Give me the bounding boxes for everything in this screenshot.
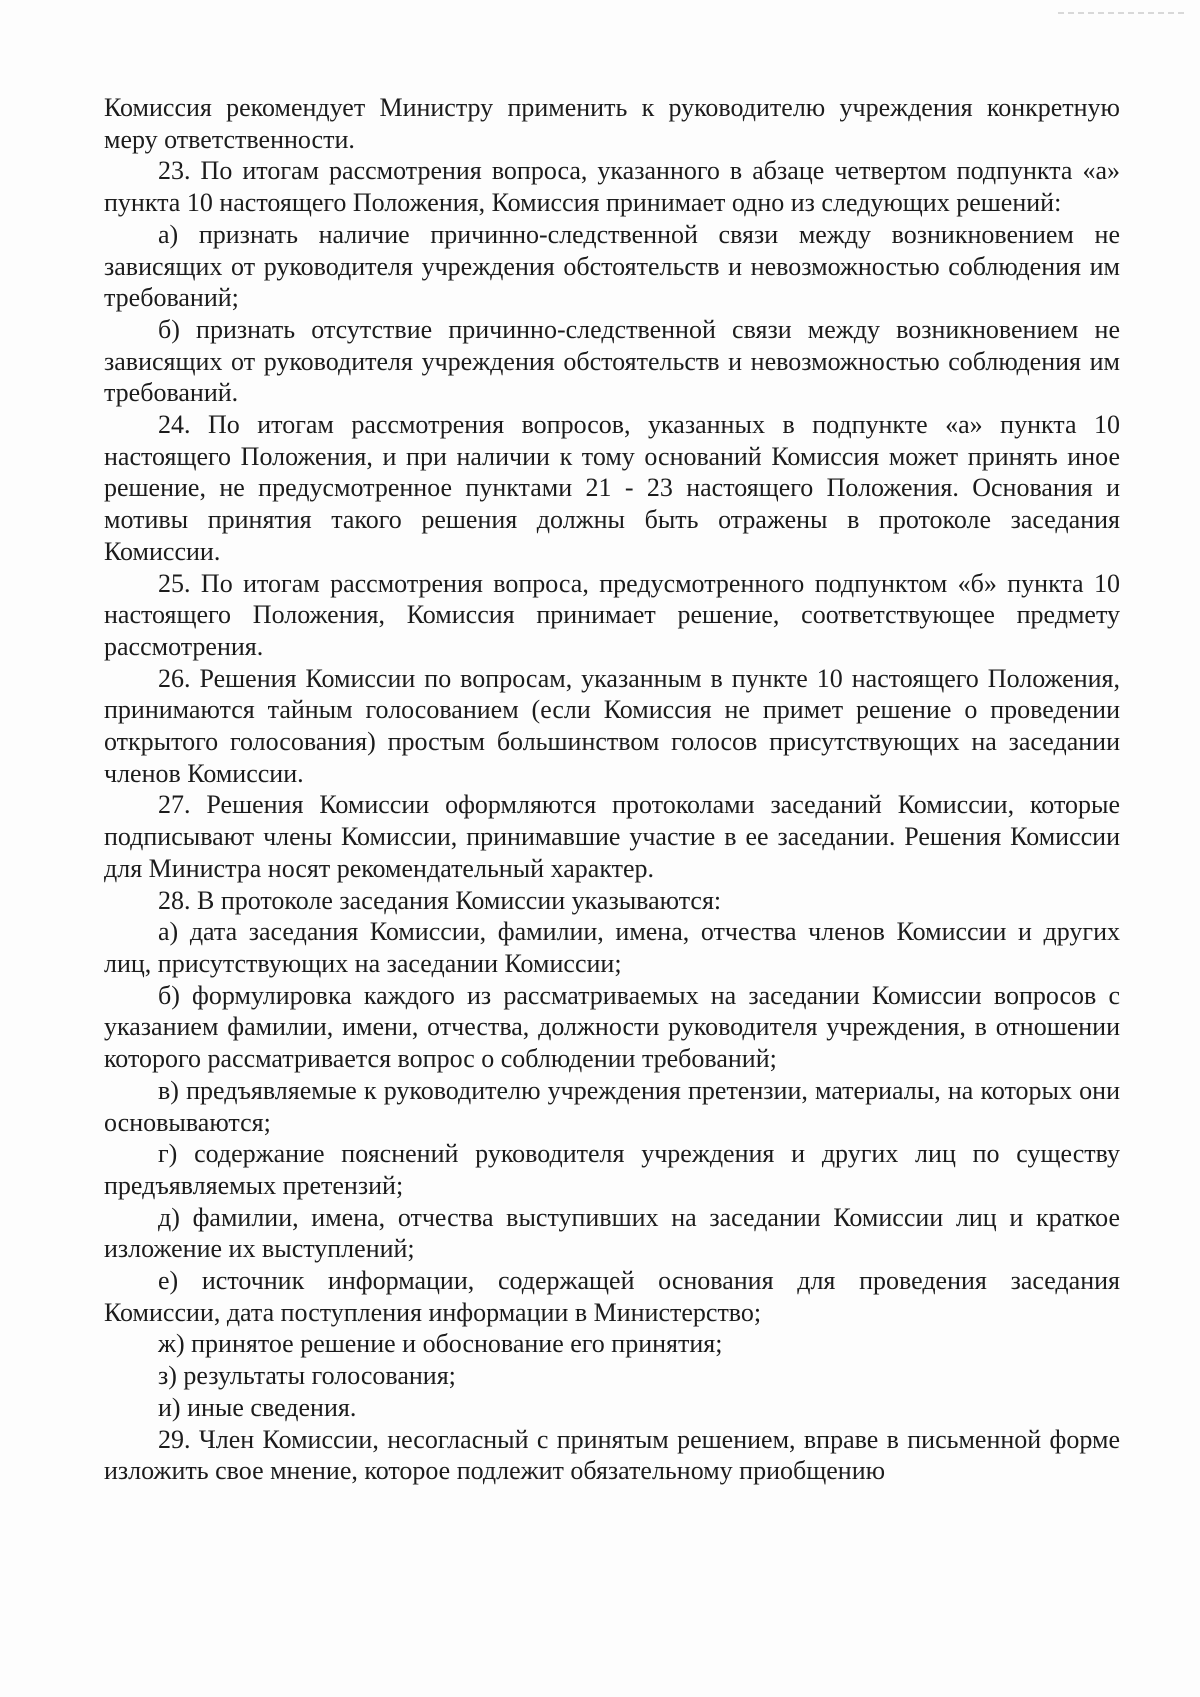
paragraph-28-e: е) источник информации, содержащей основания для проведения заседания Комиссии, дата поступления информации в Министерство;	[104, 1266, 1120, 1327]
paragraph-intro: Комиссия рекомендует Министру применить к руководителю учреждения конкретную меру ответственности.	[104, 93, 1120, 154]
paragraph-28-z: з) результаты голосования;	[158, 1361, 456, 1391]
paragraph-28-zh: ж) принятое решение и обоснование его принятия;	[158, 1329, 723, 1359]
paragraph-28-b: б) формулировка каждого из рассматриваемых на заседании Комиссии вопросов с указанием фамилии, имени, отчества, должности руководителя учреждения, в отношении которого рассматривается вопрос о соблюдении требований;	[104, 980, 1120, 1074]
paragraph-29: 29. Член Комиссии, несогласный с принятым решением, вправе в письменной форме изложить свое мнение, которое подлежит обязательному приобщению	[104, 1424, 1120, 1486]
paragraph-28-a: а) дата заседания Комиссии, фамилии, имена, отчества членов Комиссии и других лиц, присутствующих на заседании Комиссии;	[104, 917, 1120, 978]
paragraph-27: 27. Решения Комиссии оформляются протоколами заседаний Комиссии, которые подписывают члены Комиссии, принимавшие участие в ее заседании. Решения Комиссии для Министра носят рекомендательный характер.	[104, 790, 1120, 883]
paragraph-26: 26. Решения Комиссии по вопросам, указанным в пункте 10 настоящего Положения, принимаются тайным голосованием (если Комиссия не примет решение о проведении открытого голосования) простым большинством голосов присутствующих на заседании членов Комиссии.	[104, 663, 1120, 788]
paragraph-28-i: и) иные сведения.	[158, 1392, 357, 1422]
paragraph-24: 24. По итогам рассмотрения вопросов, указанных в подпункте «а» пункта 10 настоящего Положения, и при наличии к тому оснований Комиссия может принять иное решение, не предусмотренное пунктами 21 - 23 настоящего Положения. Основания и мотивы принятия такого решения должны быть отражены в протоколе заседания Комиссии.	[104, 410, 1120, 566]
paragraph-28-g: г) содержание пояснений руководителя учреждения и других лиц по существу предъявляемых претензий;	[104, 1139, 1120, 1200]
paragraph-28-d: д) фамилии, имена, отчества выступивших на заседании Комиссии лиц и краткое изложение их выступлений;	[104, 1202, 1120, 1264]
paragraph-23-a: а) признать наличие причинно-следственной связи между возникновением не зависящих от руководителя учреждения обстоятельств и невозможностью соблюдения им требований;	[104, 219, 1120, 313]
scan-artifact	[1058, 12, 1188, 14]
paragraph-23: 23. По итогам рассмотрения вопроса, указанного в абзаце четвертом подпункта «а» пункта 10 настоящего Положения, Комиссия принимает одно из следующих решений:	[104, 156, 1120, 218]
paragraph-28: 28. В протоколе заседания Комиссии указываются:	[158, 885, 722, 915]
paragraph-23-b: б) признать отсутствие причинно-следственной связи между возникновением не зависящих от руководителя учреждения обстоятельств и невозможностью соблюдения им требований.	[104, 314, 1120, 408]
paragraph-28-v: в) предъявляемые к руководителю учреждения претензии, материалы, на которых они основываются;	[104, 1075, 1120, 1137]
document-body	[104, 92, 1120, 1487]
paragraph-25: 25. По итогам рассмотрения вопроса, предусмотренного подпунктом «б» пункта 10 настоящего Положения, Комиссия принимает решение, соответствующее предмету рассмотрения.	[104, 568, 1120, 661]
